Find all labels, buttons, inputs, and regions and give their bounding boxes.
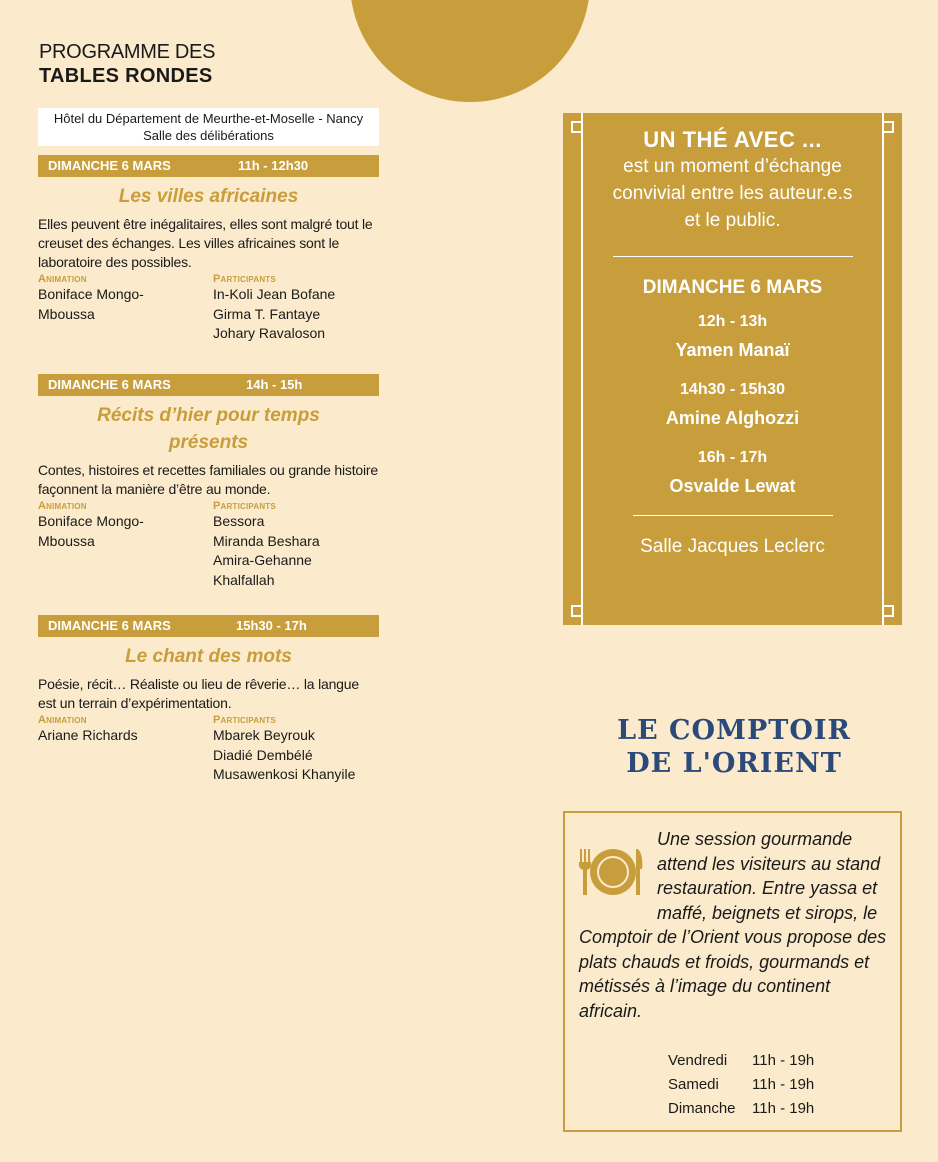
session-2 [38,374,379,590]
session-title: Le chant des mots [125,646,292,667]
venue-address: Hôtel du Département de Meurthe-et-Moselle - Nancy [53,111,364,126]
decorative-circle [350,0,590,102]
session-title: Récits d’hier pour temps présents [97,405,320,453]
venue-box [38,108,379,146]
comptoir-line-1: LE COMPTOIR [617,715,851,746]
tea-day: DIMANCHE 6 MARS [642,277,823,298]
hours-time: 11h - 19h [752,1100,815,1117]
hours-day: Samedi [668,1076,719,1093]
tea-slot-author: Yamen Manaï [675,340,790,360]
participants-label: Participants [213,714,276,726]
food-text: Une session gourmande attend les visiteurs au stand restauration. Entre yassa et maffé, beignets et sirops, le Comptoir de l’Orient vous propose des plats chauds et froids, gourmands et métissés à l’image du continent africain. [579,829,887,1021]
comptoir-logo [600,714,868,780]
tea-slot-time: 16h - 17h [697,449,768,466]
session-day: DIMANCHE 6 MARS [48,618,171,633]
participants-label: Participants [213,500,276,512]
session-time: 15h30 - 17h [236,618,307,633]
session-description: Poésie, récit… Réaliste ou lieu de rêverie… la langue est un terrain d’expérimentation. [38,676,359,711]
session-1 [38,155,379,344]
session-description: Elles peuvent être inégalitaires, elles sont malgré tout le creuset des échanges. Les villes africaines sont le laboratoire des possibles. [38,216,373,270]
session-bar [38,155,379,177]
animation-label: Animation [38,500,87,512]
session-time: 14h - 15h [246,377,303,392]
animation-names: Ariane Richards [38,727,138,743]
venue-room: Salle des délibérations [143,128,274,143]
hours-day: Dimanche [668,1100,736,1117]
hours-row [668,1049,814,1073]
opening-hours [668,1049,814,1121]
participants-names: In-Koli Jean Bofane Girma T. Fantaye Johary Ravaloson [213,286,336,341]
session-3 [38,615,379,785]
hours-day: Vendredi [668,1052,728,1069]
comptoir-line-2: DE L'ORIENT [626,748,842,779]
tea-slot-time: 14h30 - 15h30 [680,381,785,398]
hours-time: 11h - 19h [752,1076,815,1093]
session-title: Les villes africaines [118,186,299,207]
frame-corner [882,605,894,617]
frame-corner [571,605,583,617]
session-description: Contes, histoires et recettes familiales ou grande histoire façonnent la manière d’être au monde. [38,462,378,497]
session-bar [38,615,379,637]
tea-slot-time: 12h - 13h [697,313,768,330]
tea-room: Salle Jacques Leclerc [640,536,825,557]
tea-slot-author: Amine Alghozzi [665,408,800,428]
animation-label: Animation [38,273,87,285]
session-day: DIMANCHE 6 MARS [48,377,171,392]
animation-names: Boniface Mongo- Mboussa [38,513,144,549]
session-bar [38,374,379,396]
tea-session-box [563,113,902,625]
hours-row [668,1097,814,1121]
animation-label: Animation [38,714,87,726]
participants-names: Bessora Miranda Beshara Amira-Gehanne Khalfallah [213,513,320,588]
title-line-2: TABLES RONDES [39,65,213,87]
tea-subtitle: est un moment d’échange convivial entre les auteur.e.s et le public. [612,156,853,231]
session-time: 11h - 12h30 [238,158,309,173]
food-description [579,827,890,1023]
tea-slot-author: Osvalde Lewat [669,476,796,496]
title-line-1: PROGRAMME DES [39,41,216,63]
participants-label: Participants [213,273,276,285]
page-title [39,40,215,88]
hours-time: 11h - 19h [752,1052,815,1069]
tea-heading: UN THÉ AVEC ... [643,127,822,152]
animation-names: Boniface Mongo- Mboussa [38,286,144,322]
session-day: DIMANCHE 6 MARS [48,158,171,173]
food-box [563,811,902,1132]
participants-names: Mbarek Beyrouk Diadié Dembélé Musawenkosi Khanyile [213,727,356,782]
hours-row [668,1073,814,1097]
